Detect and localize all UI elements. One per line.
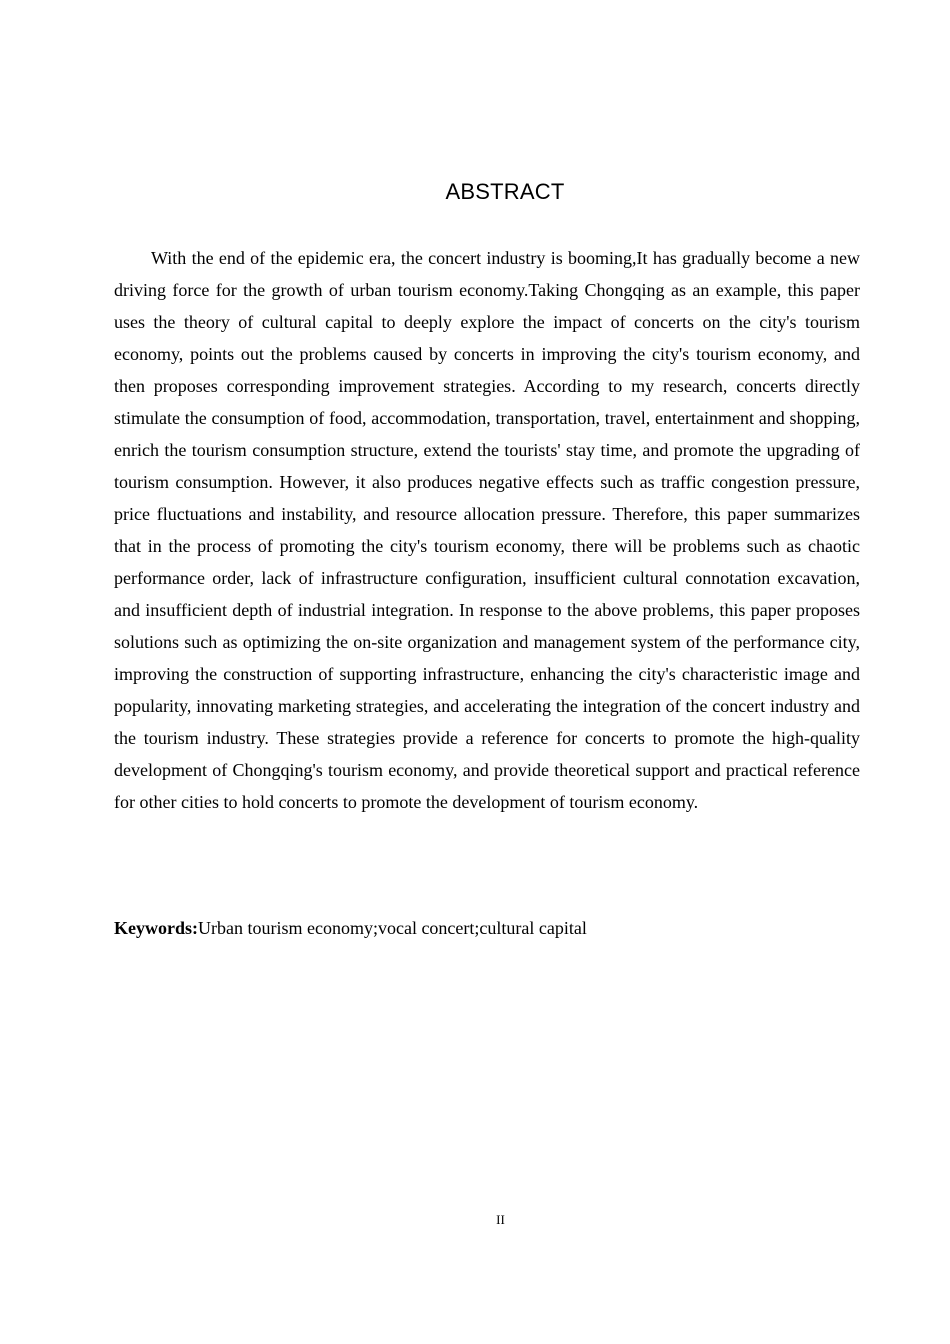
keywords-text: Urban tourism economy;vocal concert;cultural capital [198, 918, 587, 938]
keywords-label: Keywords: [114, 918, 198, 938]
keywords-line [114, 912, 860, 944]
abstract-title: ABSTRACT [445, 179, 565, 204]
page-number: II [496, 1212, 505, 1227]
abstract-body: With the end of the epidemic era, the concert industry is booming,It has gradually become a new driving force for the growth of urban tourism economy.Taking Chongqing as an example, this paper uses the theory of cultural capital to deeply explore the impact of concerts on the city's tourism economy, points out the problems caused by concerts in improving the city's tourism economy, and then proposes corresponding improvement strategies. According to my research, concerts directly stimulate the consumption of food, accommodation, transportation, travel, entertainment and shopping, enrich the tourism consumption structure, extend the tourists' stay time, and promote the upgrading of tourism consumption. However, it also produces negative effects such as traffic congestion pressure, price fluctuations and instability, and resource allocation pressure. Therefore, this paper summarizes that in the process of promoting the city's tourism economy, there will be problems such as chaotic performance order, lack of infrastructure configuration, insufficient cultural connotation excavation, and insufficient depth of industrial integration. In response to the above problems, this paper proposes solutions such as optimizing the on-site organization and management system of the performance city, improving the construction of supporting infrastructure, enhancing the city's characteristic image and popularity, innovating marketing strategies, and accelerating the integration of the concert industry and the tourism industry. These strategies provide a reference for concerts to promote the high-quality development of Chongqing's tourism economy, and provide theoretical support and practical reference for other cities to hold concerts to promote the development of tourism economy. [114, 248, 860, 812]
